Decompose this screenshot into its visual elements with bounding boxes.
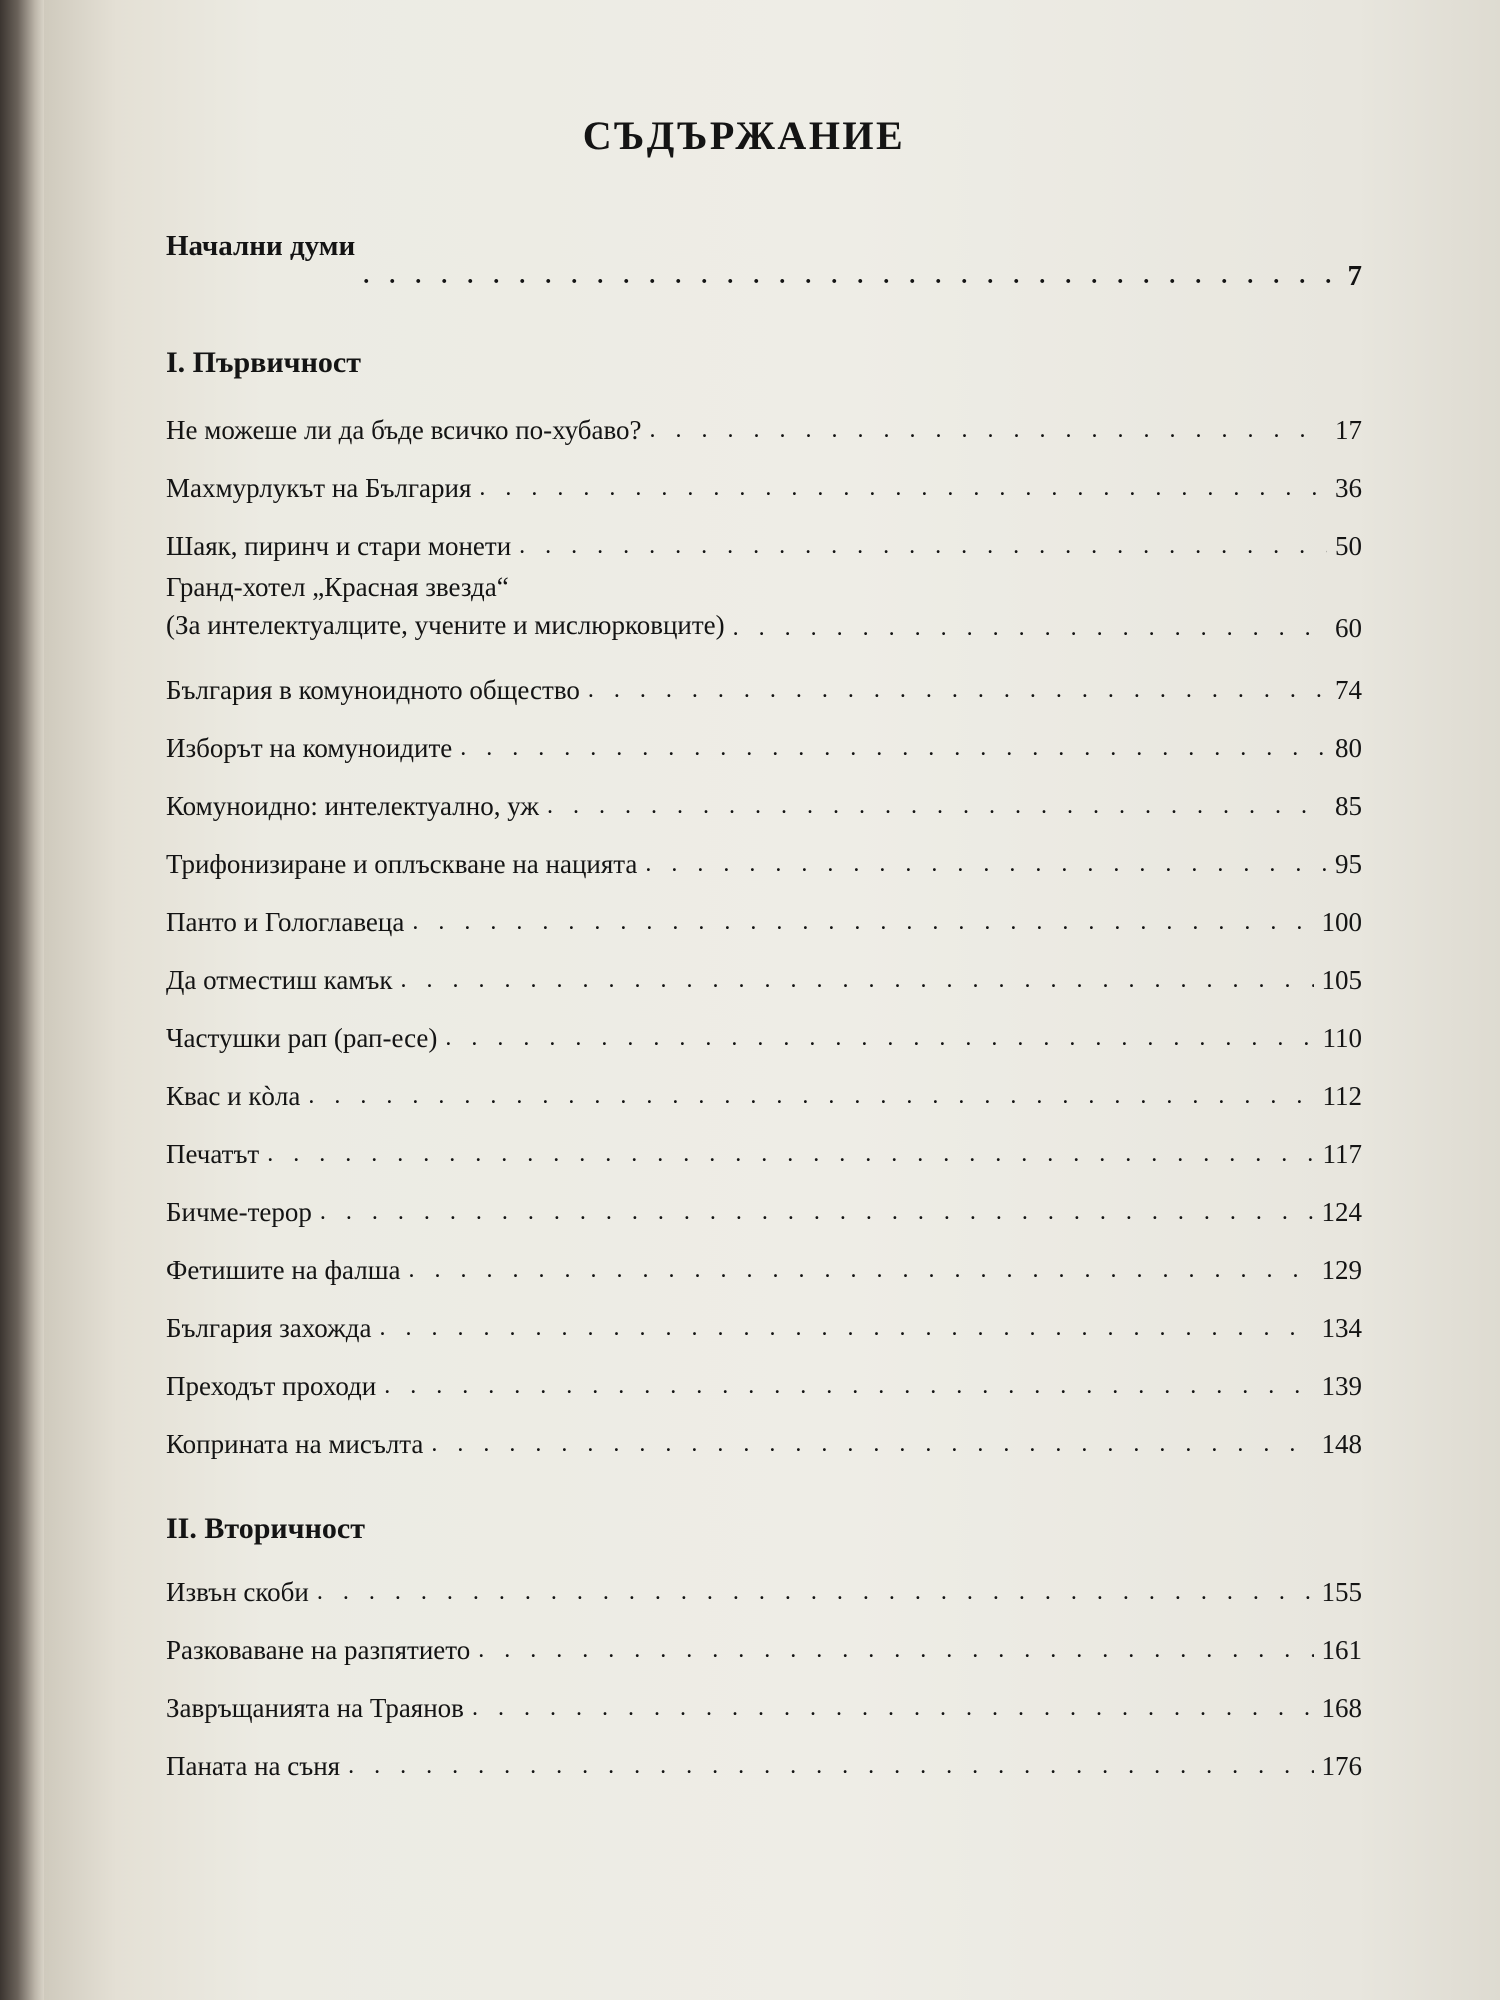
toc-entry-page: 117 — [1322, 1139, 1362, 1169]
toc-entry — [166, 1196, 1362, 1228]
toc-entry-page: 95 — [1335, 849, 1362, 879]
dot-leader — [308, 1080, 1314, 1112]
dot-leader — [733, 612, 1327, 644]
toc-entry — [166, 1750, 1362, 1782]
dot-leader — [445, 1022, 1314, 1054]
toc-entry — [166, 1370, 1362, 1402]
toc-entry-label: Махмурлукът на България — [166, 473, 472, 503]
toc-entry-label: Шаяк, пиринч и стари монети — [166, 531, 512, 561]
toc-entry-intro — [166, 230, 1362, 292]
toc-entry-label: Начални думи — [166, 230, 356, 262]
toc-entry-page: 161 — [1321, 1635, 1362, 1665]
toc-entry — [166, 906, 1362, 938]
toc-entry-page: 36 — [1335, 473, 1362, 503]
toc-entry-page: 124 — [1321, 1197, 1362, 1227]
toc-entry-label: Фетишите на фалша — [166, 1255, 401, 1285]
toc-entry — [166, 1312, 1362, 1344]
toc-entry-page: 112 — [1322, 1081, 1362, 1111]
dot-leader — [400, 964, 1313, 996]
toc-entry-label: Да отместиш камък — [166, 965, 393, 995]
dot-leader — [348, 1750, 1313, 1782]
toc-entry-label-line2: (За интелектуалците, учените и мислюрковците) — [166, 610, 725, 640]
toc-entry — [166, 1138, 1362, 1170]
section-heading-1: I. Първичност — [166, 346, 361, 379]
toc-entry-label: Извън скоби — [166, 1577, 309, 1607]
toc-entry-page: 60 — [1335, 613, 1362, 643]
toc-entry-page: 134 — [1321, 1313, 1362, 1343]
dot-leader — [588, 674, 1327, 706]
dot-leader — [384, 1370, 1313, 1402]
toc-entry — [166, 1634, 1362, 1666]
toc-entry-page: 139 — [1321, 1371, 1362, 1401]
toc-entry-label: Квас и кòла — [166, 1081, 301, 1111]
toc-entry-label: Печатът — [166, 1139, 260, 1169]
toc-entry-label: Завръщанията на Траянов — [166, 1693, 464, 1723]
toc-entry-page: 176 — [1321, 1751, 1362, 1781]
toc-entry-label: Частушки рап (рап-есе) — [166, 1023, 438, 1053]
toc-entry-page: 129 — [1321, 1255, 1362, 1285]
dot-leader — [363, 260, 1339, 292]
toc-entry — [166, 1692, 1362, 1724]
toc-entry-label: Панто и Гологлавеца — [166, 907, 405, 937]
toc-entry-page: 7 — [1347, 260, 1362, 292]
toc-entry — [166, 964, 1362, 996]
toc-entry — [166, 1428, 1362, 1460]
toc-entry-page: 74 — [1335, 675, 1362, 705]
toc-entry-label: Изборът на комуноидите — [166, 733, 453, 763]
toc-entry — [166, 1254, 1362, 1286]
dot-leader — [460, 732, 1327, 764]
dot-leader — [479, 472, 1327, 504]
toc-entry-page: 110 — [1322, 1023, 1362, 1053]
toc-entry — [166, 848, 1362, 880]
dot-leader — [379, 1312, 1313, 1344]
toc-entry — [166, 568, 1362, 644]
toc-entry-label: Комуноидно: интелектуално, уж — [166, 791, 540, 821]
toc-entry — [166, 414, 1362, 446]
toc-entry — [166, 472, 1362, 504]
toc-entry-label: Трифонизиране и оплъскване на нацията — [166, 849, 638, 879]
toc-entry-label-line1: Гранд-хотел „Красная звезда“ — [166, 572, 509, 602]
toc-entry-page: 148 — [1321, 1429, 1362, 1459]
toc-entry-label — [166, 568, 725, 644]
page-title: СЪДЪРЖАНИЕ — [582, 113, 906, 158]
toc-entry-page: 17 — [1335, 415, 1362, 445]
toc-entry — [166, 790, 1362, 822]
section-heading-2: II. Вторичност — [166, 1512, 365, 1545]
toc-entry — [166, 1576, 1362, 1608]
book-page — [44, 0, 1500, 2000]
toc-entry — [166, 674, 1362, 706]
toc-entry-label: България в комуноидното общество — [166, 675, 580, 705]
dot-leader — [320, 1196, 1314, 1228]
toc-entry — [166, 1022, 1362, 1054]
dot-leader — [431, 1428, 1313, 1460]
toc-entry-page: 50 — [1335, 531, 1362, 561]
toc-entry-page: 85 — [1335, 791, 1362, 821]
dot-leader — [412, 906, 1313, 938]
toc-entry-label: България захожда — [166, 1313, 372, 1343]
toc-entry — [166, 732, 1362, 764]
dot-leader — [519, 530, 1327, 562]
dot-leader — [472, 1692, 1314, 1724]
toc-entry-label: Бичме-терор — [166, 1197, 312, 1227]
toc-entry-label: Коприната на мисълта — [166, 1429, 424, 1459]
book-binding — [0, 0, 44, 2000]
toc-entry-label: Преходът проходи — [166, 1371, 377, 1401]
dot-leader — [650, 414, 1327, 446]
toc-entry-label: Паната на съня — [166, 1751, 341, 1781]
dot-leader — [547, 790, 1327, 822]
dot-leader — [645, 848, 1327, 880]
toc-entry-page: 105 — [1321, 965, 1362, 995]
dot-leader — [267, 1138, 1314, 1170]
dot-leader — [408, 1254, 1313, 1286]
toc-entry-page: 80 — [1335, 733, 1362, 763]
toc-entry-label: Разковаване на разпятието — [166, 1635, 471, 1665]
toc-entry-label: Не можеше ли да бъде всичко по-хубаво? — [166, 415, 642, 445]
toc-entry-page: 100 — [1321, 907, 1362, 937]
toc-entry — [166, 1080, 1362, 1112]
toc-entry — [166, 530, 1362, 562]
toc-entry-page: 168 — [1321, 1693, 1362, 1723]
dot-leader — [478, 1634, 1313, 1666]
dot-leader — [317, 1576, 1314, 1608]
toc-entry-page: 155 — [1321, 1577, 1362, 1607]
